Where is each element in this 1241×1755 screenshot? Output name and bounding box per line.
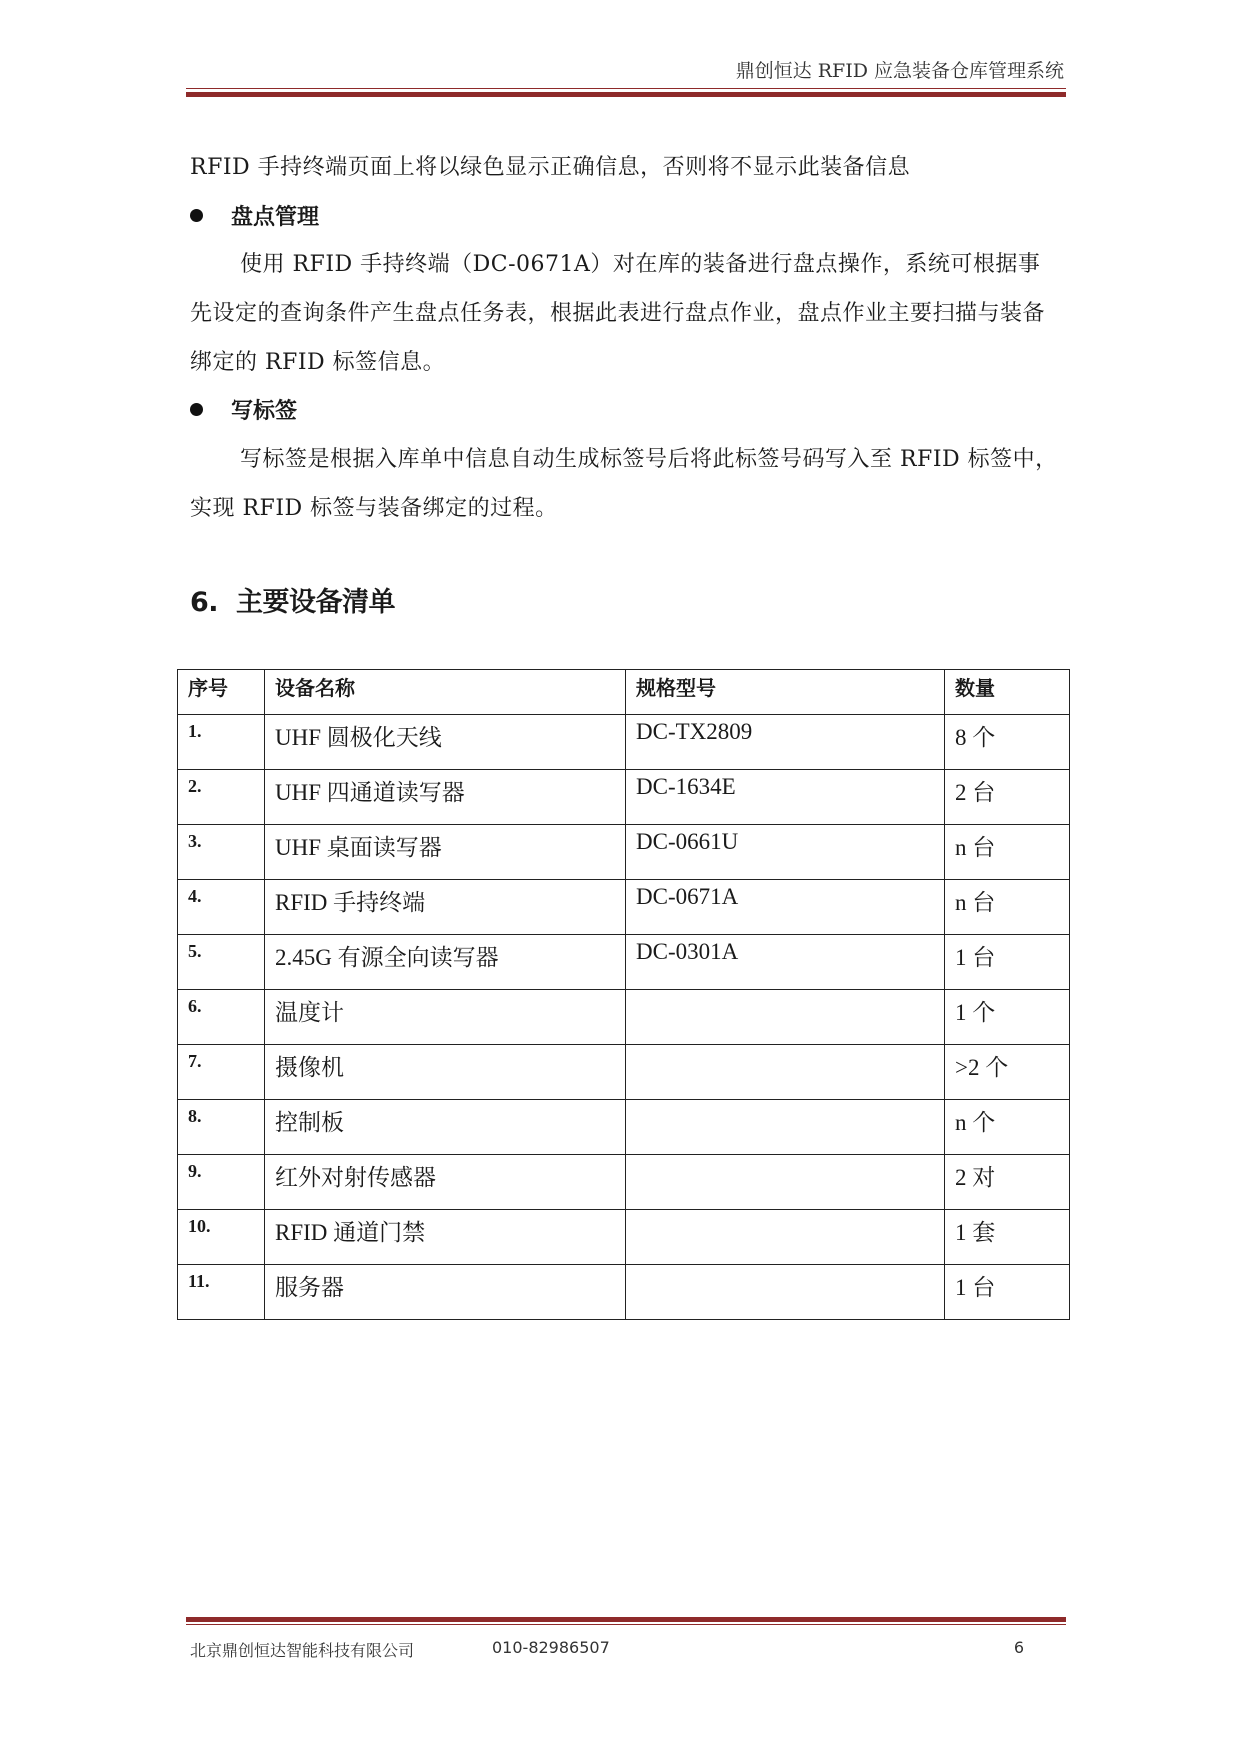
cell-quantity: 1 台 [945, 935, 1070, 990]
paragraph-write-tag: 写标签是根据入库单中信息自动生成标签号后将此标签号码写入至 RFID 标签中，实现 RFID 标签与装备绑定的过程。 [190, 447, 1058, 521]
cell-name: 温度计 [265, 990, 626, 1045]
cell-model: DC-0301A [626, 935, 945, 990]
column-header-model: 规格型号 [626, 670, 945, 715]
column-header-name: 设备名称 [265, 670, 626, 715]
table-row [178, 1045, 1070, 1100]
cell-name: 摄像机 [265, 1045, 626, 1100]
column-header-quantity: 数量 [945, 670, 1070, 715]
cell-quantity: 2 台 [945, 770, 1070, 825]
table-row [178, 1155, 1070, 1210]
cell-index: 11. [178, 1265, 265, 1320]
cell-name: 2.45G 有源全向读写器 [265, 935, 626, 990]
cell-index: 1. [178, 715, 265, 770]
cell-quantity: 1 个 [945, 990, 1070, 1045]
cell-quantity: 1 台 [945, 1265, 1070, 1320]
cell-index: 8. [178, 1100, 265, 1155]
bullet-title: 盘点管理 [231, 205, 320, 230]
cell-model [626, 990, 945, 1045]
table-row [178, 1100, 1070, 1155]
table-row [178, 880, 1070, 935]
cell-index: 3. [178, 825, 265, 880]
cell-name: UHF 圆极化天线 [265, 715, 626, 770]
cell-index: 2. [178, 770, 265, 825]
cell-quantity: >2 个 [945, 1045, 1070, 1100]
table-row [178, 990, 1070, 1045]
table-row [178, 1210, 1070, 1265]
cell-quantity: 2 对 [945, 1155, 1070, 1210]
table-row [178, 770, 1070, 825]
table-row [178, 1265, 1070, 1320]
paragraph-inventory: 使用 RFID 手持终端（DC-0671A）对在库的装备进行盘点操作，系统可根据事先设定的查询条件产生盘点任务表，根据此表进行盘点作业，盘点作业主要扫描与装备绑定的 RFID 标签信息。 [190, 252, 1046, 375]
cell-model: DC-1634E [626, 770, 945, 825]
cell-model: DC-0661U [626, 825, 945, 880]
cell-name: UHF 四通道读写器 [265, 770, 626, 825]
footer-rule-thin [186, 1624, 1066, 1625]
cell-name: 控制板 [265, 1100, 626, 1155]
table-header-row [178, 670, 1070, 715]
table-row [178, 935, 1070, 990]
footer-company: 北京鼎创恒达智能科技有限公司 [190, 1641, 415, 1660]
cell-model [626, 1045, 945, 1100]
intro-line: RFID 手持终端页面上将以绿色显示正确信息，否则将不显示此装备信息 [190, 155, 911, 180]
cell-name: RFID 手持终端 [265, 880, 626, 935]
header-rule-thick [186, 92, 1066, 97]
header-rule-thin [186, 88, 1066, 89]
cell-quantity: 1 套 [945, 1210, 1070, 1265]
page-number: 6 [1013, 1638, 1024, 1657]
section-number: 6. [190, 587, 219, 618]
cell-index: 4. [178, 880, 265, 935]
column-header-index: 序号 [178, 670, 265, 715]
cell-index: 9. [178, 1155, 265, 1210]
header-title: 鼎创恒达 RFID 应急装备仓库管理系统 [735, 60, 1064, 82]
cell-model [626, 1265, 945, 1320]
bullet-title: 写标签 [231, 399, 298, 424]
cell-quantity: n 台 [945, 880, 1070, 935]
cell-name: RFID 通道门禁 [265, 1210, 626, 1265]
cell-model [626, 1100, 945, 1155]
cell-name: 服务器 [265, 1265, 626, 1320]
cell-quantity: n 个 [945, 1100, 1070, 1155]
footer-phone: 010-82986507 [492, 1638, 610, 1657]
cell-index: 5. [178, 935, 265, 990]
cell-index: 7. [178, 1045, 265, 1100]
cell-quantity: 8 个 [945, 715, 1070, 770]
bullet-icon [190, 403, 203, 416]
cell-name: 红外对射传感器 [265, 1155, 626, 1210]
footer-rule-thick [186, 1617, 1066, 1622]
section-title: 主要设备清单 [236, 587, 396, 618]
cell-model: DC-TX2809 [626, 715, 945, 770]
cell-name: UHF 桌面读写器 [265, 825, 626, 880]
table-row [178, 715, 1070, 770]
cell-model [626, 1155, 945, 1210]
bullet-item-inventory [190, 200, 319, 231]
section-heading [190, 580, 395, 619]
bullet-icon [190, 209, 203, 222]
cell-index: 10. [178, 1210, 265, 1265]
equipment-table [177, 669, 1070, 1320]
bullet-item-write-tag [190, 394, 297, 425]
table-row [178, 825, 1070, 880]
cell-model [626, 1210, 945, 1265]
cell-quantity: n 台 [945, 825, 1070, 880]
cell-index: 6. [178, 990, 265, 1045]
cell-model: DC-0671A [626, 880, 945, 935]
